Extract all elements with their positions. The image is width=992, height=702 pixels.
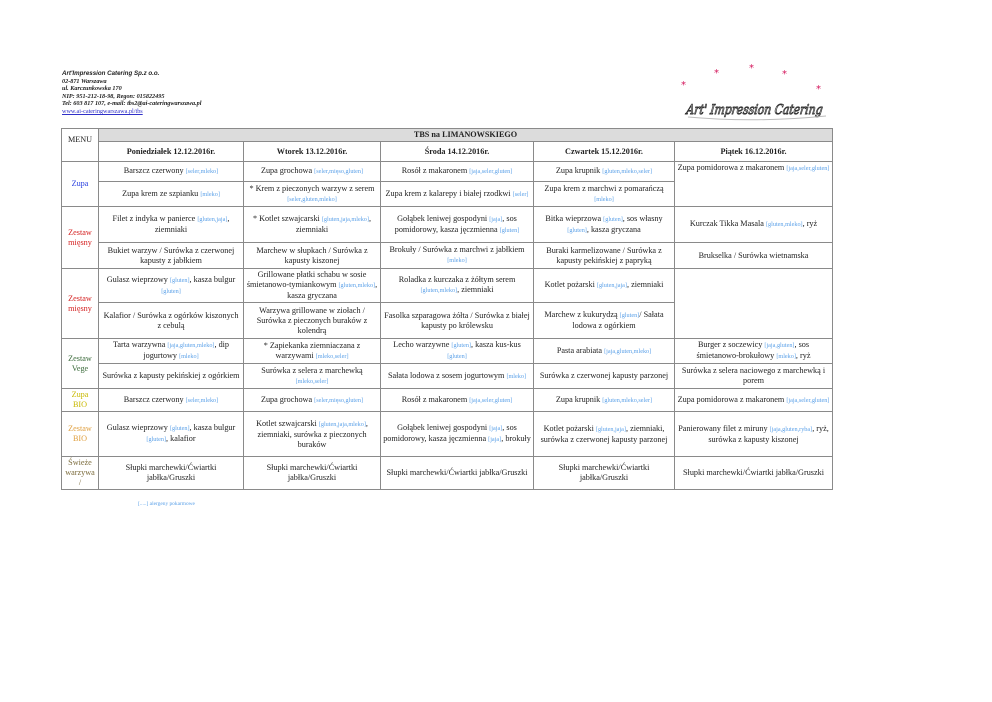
dish-text: , kalafior [166, 434, 196, 443]
menu-cell [381, 162, 534, 182]
menu-cell [534, 207, 675, 243]
allergen-tag: [gluten,jaja] [596, 282, 627, 289]
allergen-tag: [gluten] [603, 215, 623, 223]
table-title: TBS na LIMANOWSKIEGO [99, 129, 833, 142]
dish-text: Słupki marchewki/Ćwiartki jabłka/Gruszki [266, 463, 358, 482]
dish-text: Zupa grochowa [260, 166, 315, 175]
dish-text: Surówka z selera naciowego z marchewką i porem [681, 366, 826, 385]
allergen-tag: [gluten,jaja] [197, 216, 228, 223]
dish-text: Brukselka / Surówka wietnamska [698, 250, 809, 260]
allergen-tag: [gluten] [499, 226, 520, 234]
day-header: Czwartek 15.12.2016r. [534, 142, 675, 162]
menu-cell [675, 162, 833, 207]
menu-cell [534, 339, 675, 364]
dish-text: Kurczak Tikka Masala [689, 219, 766, 228]
allergen-tag: [mleko] [200, 190, 220, 198]
menu-cell [675, 243, 833, 269]
logo-text: Art' Impression Catering [685, 102, 858, 118]
dish-text: Bukiet warzyw / Surówka z czerwonej kapusty z jabłkiem [107, 245, 235, 265]
allergen-tag: [jaja,gluten] [764, 342, 795, 349]
dish-text: Kotlet szwajcarski [256, 418, 319, 428]
allergen-tag: [jaja,gluten,mleko] [604, 347, 652, 355]
dish-text: Zupa grochowa [260, 394, 315, 404]
menu-cell [244, 457, 381, 490]
menu-cell [534, 243, 675, 269]
dish-text: Rosół z makaronem [401, 166, 470, 175]
allergen-tag: [jaja,gluten,mleko] [167, 342, 215, 349]
menu-cell [675, 389, 833, 412]
dish-text: Surówka z czerwonej kapusty parzonej [539, 371, 669, 380]
day-header: Wtorek 13.12.2016r. [244, 142, 381, 162]
day-header: Środa 14.12.2016r. [381, 142, 534, 162]
allergen-tag: [gluten] [169, 276, 190, 284]
dish-text: Grillowane płatki schabu w sosie śmietanowo-tymiankowym [246, 270, 367, 289]
dish-text: , ziemniaki [457, 285, 494, 294]
menu-cell [244, 182, 381, 207]
row-label-zupa: Zupa [62, 162, 99, 207]
dish-text: * Zapiekanka ziemniaczana z warzywami [263, 340, 361, 360]
menu-cell [675, 207, 833, 243]
menu-label: MENU [62, 129, 99, 162]
dish-text: , ziemniaki [626, 280, 664, 289]
allergen-tag: [gluten,mleko,seler] [602, 396, 653, 404]
allergen-tag: [gluten] [146, 436, 167, 443]
dish-text: Panierowany filet z miruny [678, 423, 770, 433]
allergen-tag: [seler,mięso,gluten] [314, 396, 364, 404]
dish-text: , sos pomidorowy, kasza jęczmienna [383, 423, 517, 443]
dish-text: Surówka z kapusty pekińskiej z ogórkiem [102, 371, 240, 380]
dish-text: Kalafior / Surówka z ogórków kiszonych z cebulą [103, 310, 239, 330]
dish-text: Zupa pomidorowa z makaronem [677, 394, 787, 404]
menu-cell [381, 182, 534, 207]
dish-text: Marchew z kukurydzą [544, 310, 620, 319]
dish-text: , kasza gryczana [287, 280, 378, 300]
table-row [62, 339, 833, 364]
company-name: Art'Impression Catering Sp.z o.o. [62, 70, 160, 77]
menu-cell-empty [675, 269, 833, 339]
menu-cell [534, 162, 675, 182]
menu-cell [99, 269, 244, 303]
dish-text: , ryż, surówka z kapusty kiszonej [708, 423, 829, 444]
menu-cell [534, 412, 675, 457]
allergen-tag: [seler,mleko] [185, 168, 219, 175]
dish-text: , ziemniaki [154, 214, 230, 234]
dish-text: Zupa krupnik [555, 166, 603, 175]
company-info [62, 70, 202, 116]
day-header-row [62, 142, 833, 162]
menu-cell [244, 162, 381, 182]
menu-cell [99, 162, 244, 182]
dish-text: Gulasz wieprzowy [106, 423, 170, 432]
dish-text: , kasza gryczana [586, 224, 641, 234]
dish-text: Barszcz czerwony [123, 394, 186, 404]
allergen-tag: [jaja,seler,gluten] [786, 396, 830, 404]
allergen-tag: [gluten] [567, 226, 587, 234]
dish-text: Barszcz czerwony [123, 166, 186, 175]
allergen-tag: [gluten] [447, 353, 467, 360]
table-row [62, 457, 833, 490]
row-label-zestaw-vege: Zestaw Vege [62, 339, 99, 389]
allergen-tag: [gluten,jaja,mleko] [321, 216, 369, 223]
dish-text: Tarta warzywna [112, 340, 168, 349]
menu-cell [244, 269, 381, 303]
dish-text: , brokuły [501, 434, 531, 443]
menu-cell [381, 412, 534, 457]
menu-cell [534, 269, 675, 303]
menu-cell [99, 389, 244, 412]
dish-text: , sos własny [622, 213, 663, 223]
allergen-tag: [gluten,mleko,seler] [602, 168, 653, 175]
menu-cell [381, 303, 534, 339]
allergen-tag: [gluten] [161, 287, 181, 295]
menu-cell [675, 457, 833, 490]
day-header: Piątek 16.12.2016r. [675, 142, 833, 162]
menu-cell [381, 207, 534, 243]
menu-cell [244, 389, 381, 412]
menu-cell [244, 303, 381, 339]
row-label-zestaw-miesny: Zestaw mięsny [62, 207, 99, 269]
allergen-tag: [seler] [512, 190, 529, 198]
menu-cell [99, 412, 244, 457]
menu-cell [381, 389, 534, 412]
company-postal: 02-871 Warszawa [62, 77, 107, 85]
dish-text: , ziemniaki, surówka z czerwonej kapusty parzonej [540, 423, 668, 444]
menu-cell [244, 207, 381, 243]
dish-text: Gołąbek leniwej gospodyni [397, 213, 490, 223]
menu-cell [675, 412, 833, 457]
svg-text:*: * [782, 69, 787, 80]
allergen-tag: [gluten,mleko] [766, 221, 803, 228]
dish-text: Brokuły / Surówka z marchwi z jabłkiem [389, 245, 525, 254]
dish-text: Surówka z selera z marchewką [261, 365, 363, 375]
dish-text: Buraki karmelizowane / Surówka z kapusty pekińskiej z papryką [546, 245, 662, 265]
allergen-footnote: [.....] alergeny pokarmowe [138, 501, 195, 507]
dish-text: , ryż [795, 351, 811, 360]
table-row [62, 162, 833, 182]
allergen-tag: [seler,gluten,mleko] [287, 195, 337, 203]
menu-cell [244, 364, 381, 389]
dish-text: , ryż [802, 219, 818, 228]
menu-cell [381, 339, 534, 364]
menu-cell [244, 412, 381, 457]
dish-text: Gulasz wieprzowy [106, 274, 170, 284]
menu-table [61, 128, 833, 490]
dish-text: , kasza bulgur [189, 274, 236, 284]
row-label-zestaw-bio: Zestaw BIO [62, 412, 99, 457]
menu-cell [675, 364, 833, 389]
menu-cell [534, 389, 675, 412]
company-nip: NIP: 951-212-18-98, Regon: 015822495 [62, 92, 165, 100]
menu-cell [99, 339, 244, 364]
dish-text: * Kotlet szwajcarski [252, 214, 322, 223]
dish-text: Bitka wieprzowa [545, 213, 604, 223]
dish-text: , dip jogurtowy [143, 340, 230, 360]
allergen-tag: [gluten,jaja] [595, 425, 626, 433]
menu-cell [99, 303, 244, 339]
allergen-tag: [jaja] [489, 215, 503, 223]
menu-cell [244, 243, 381, 269]
dish-text: Zupa krupnik [555, 394, 603, 404]
dish-text: Kotlet pożarski [544, 280, 597, 289]
dish-text: , sos pomidorowy, kasza jęczmienna [394, 213, 517, 234]
day-header: Poniedziałek 12.12.2016r. [99, 142, 244, 162]
dish-text: Lecho warzywne [393, 340, 452, 349]
allergen-tag: [seler,mleko] [185, 396, 219, 404]
menu-cell [534, 303, 675, 339]
allergen-tag: [gluten] [619, 312, 640, 319]
dish-text: , kasza bulgur [189, 423, 236, 432]
allergen-tag: [jaja,seler,gluten] [786, 165, 830, 172]
allergen-tag: [mleko,seler] [315, 352, 349, 360]
dish-text: Sałata lodowa z sosem jogurtowym [387, 370, 507, 380]
dish-text: , sos śmietanowo-brokułowy [696, 340, 810, 360]
dish-text: Burger z soczewicy [697, 340, 765, 349]
company-website-link[interactable]: www.ai-cateringwarszawa.pl/tbs [62, 107, 143, 115]
star-icon [681, 63, 821, 95]
svg-text:*: * [681, 80, 686, 91]
row-label-zestaw-miesny: Zestaw mięsny [62, 269, 99, 339]
company-street: ul. Karczunkowska 170 [62, 85, 122, 93]
allergen-tag: [gluten,mleko] [338, 282, 376, 289]
allergen-tag: [gluten] [451, 342, 471, 349]
allergen-tag: [gluten,mleko] [420, 287, 458, 294]
dish-text: Słupki marchewki/Ćwiartki jabłka/Gruszki [125, 463, 217, 482]
dish-text: Pasta arabiata [556, 345, 605, 355]
dish-text: / Sałata lodowa z ogórkiem [572, 310, 664, 330]
menu-cell [534, 182, 675, 207]
menu-cell [99, 457, 244, 490]
dish-text: Zupa krem z kalarepy i białej rzodkwi [385, 188, 513, 198]
dish-text: Gołąbek leniwej gospodyni [397, 423, 490, 432]
table-row [62, 207, 833, 243]
allergen-tag: [jaja,seler,gluten] [469, 168, 513, 175]
dish-text: Rosół z makaronem [401, 394, 470, 404]
dish-text: Marchew w słupkach / Surówka z kapusty kiszonej [256, 245, 368, 265]
allergen-tag: [mleko] [506, 372, 527, 380]
allergen-tag: [seler,mięso,gluten] [314, 168, 364, 175]
menu-cell [244, 339, 381, 364]
dish-text: , ziemniaki [295, 214, 371, 234]
table-row [62, 412, 833, 457]
company-contact: Tel: 603 817 107, e-mail: tbs2@ai-cateringwarszawa.pl [62, 100, 202, 108]
allergen-tag: [mleko] [594, 195, 614, 203]
table-row [62, 243, 833, 269]
allergen-tag: [mleko,seler] [295, 377, 329, 385]
dish-text: Słupki marchewki/Ćwiartki jabłka/Gruszki [683, 468, 824, 477]
dish-text: Filet z indyka w panierce [112, 214, 198, 223]
dish-text: Zupa krem ze szpianku [122, 188, 201, 198]
svg-text:*: * [749, 63, 754, 74]
menu-cell [534, 364, 675, 389]
row-label-swieze-warzywa: Świeże warzywa / [62, 457, 99, 490]
dish-text: * Krem z pieczonych warzyw z serem [249, 183, 375, 193]
table-row [62, 269, 833, 303]
company-logo [676, 62, 858, 124]
table-row [62, 389, 833, 412]
menu-cell [99, 182, 244, 207]
dish-text: Warzywa grillowane w ziołach / Surówka z pieczonych buraków z kolendrą [256, 305, 368, 335]
svg-text:*: * [816, 84, 821, 95]
dish-text: Kotlet pożarski [543, 423, 596, 433]
table-row [62, 364, 833, 389]
dish-text: , ziemniaki, surówka z pieczonych buraków [257, 418, 368, 449]
allergen-tag: [jaja] [489, 425, 503, 432]
menu-cell [381, 364, 534, 389]
allergen-tag: [gluten,jaja,mleko] [318, 420, 366, 428]
menu-cell [381, 243, 534, 269]
allergen-tag: [mleko] [447, 257, 467, 264]
menu-cell [675, 339, 833, 364]
menu-cell [99, 207, 244, 243]
row-label-zupa-bio: Zupa BIO [62, 389, 99, 412]
dish-text: Zupa pomidorowa z makaronem [677, 163, 787, 172]
allergen-tag: [mleko] [776, 353, 796, 360]
menu-cell [381, 269, 534, 303]
allergen-tag: [jaja,gluten,ryba] [769, 425, 813, 433]
allergen-tag: [mleko] [179, 353, 199, 360]
dish-text: , kasza kus-kus [471, 340, 521, 349]
allergen-tag: [jaja] [488, 436, 502, 443]
menu-cell [99, 364, 244, 389]
dish-text: Słupki marchewki/Ćwiartki jabłka/Gruszki [558, 463, 650, 482]
menu-cell [534, 457, 675, 490]
allergen-tag: [gluten] [169, 425, 190, 432]
dish-text: Słupki marchewki/Ćwiartki jabłka/Gruszki [386, 468, 528, 477]
menu-cell [99, 243, 244, 269]
dish-text: Fasolka szparagowa żółta / Surówka z białej kapusty po królewsku [384, 310, 530, 330]
allergen-tag: [jaja,seler,gluten] [469, 396, 513, 404]
dish-text: Zupa krem z marchwi z pomarańczą [544, 183, 664, 193]
dish-text: Roladka z kurczaka z żółtym serem [398, 275, 516, 284]
svg-text:*: * [714, 68, 719, 79]
menu-cell [381, 457, 534, 490]
